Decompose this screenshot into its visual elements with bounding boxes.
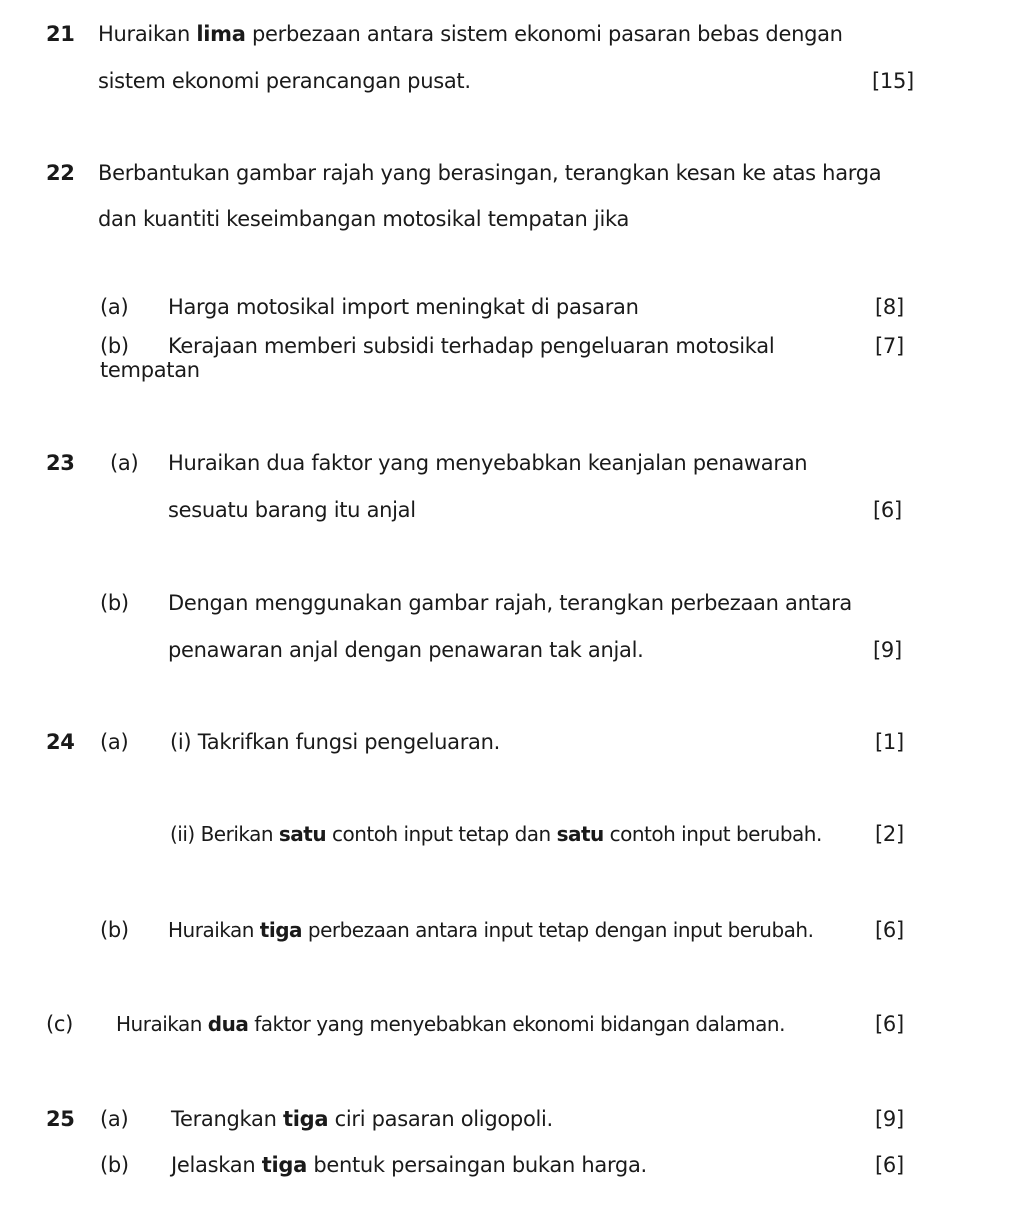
q25-part-a-marks: [9]	[875, 1107, 904, 1131]
q24-part-b-marks: [6]	[875, 918, 904, 942]
q24-part-b-label: (b)	[100, 918, 129, 942]
q25-b-emphasis: tiga	[261, 1153, 307, 1177]
q24-ii-text-1: (ii) Berikan	[170, 822, 279, 846]
q24-c-text-1: Huraikan	[116, 1012, 208, 1036]
q24-ii-emphasis-1: satu	[278, 822, 327, 846]
q24-part-c-marks: [6]	[875, 1012, 904, 1036]
q22-part-a-marks: [8]	[875, 295, 904, 319]
q23-part-a-line-1: Huraikan dua faktor yang menyebabkan keanjalan penawaran	[168, 451, 808, 475]
q24-b-emphasis: tiga	[259, 918, 303, 942]
q25-part-a-text	[171, 1109, 553, 1130]
q25-part-b-text	[171, 1155, 647, 1176]
q23-part-a-line-2: sesuatu barang itu anjal	[168, 498, 416, 522]
q24-ii-text-3: contoh input tetap dan	[326, 822, 557, 846]
q24-b-text-3: perbezaan antara input tetap dengan input berubah.	[302, 918, 814, 942]
q24-c-emphasis: dua	[207, 1012, 249, 1036]
q25-b-text-3: bentuk persaingan bukan harga.	[306, 1153, 647, 1177]
question-number-24: 24	[46, 730, 75, 754]
q24-c-text-3: faktor yang menyebabkan ekonomi bidangan dalaman.	[248, 1012, 785, 1036]
q22-part-b-marks: [7]	[875, 334, 904, 358]
q24-ii-text-5: contoh input berubah.	[603, 822, 822, 846]
q23-part-b-line-2: penawaran anjal dengan penawaran tak anjal.	[168, 638, 644, 662]
question-21-marks: [15]	[872, 69, 914, 93]
q23-part-a-marks: [6]	[873, 498, 902, 522]
q24-b-text-1: Huraikan	[168, 918, 260, 942]
question-number-22: 22	[46, 161, 75, 185]
q25-b-text-1: Jelaskan	[171, 1153, 262, 1177]
q24-part-a-i-marks: [1]	[875, 730, 904, 754]
q25-a-text-1: Terangkan	[171, 1107, 283, 1131]
q24-part-a-i-text: (i) Takrifkan fungsi pengeluaran.	[170, 730, 500, 754]
q24-part-a-ii-marks: [2]	[875, 822, 904, 846]
q22-part-a-text: Harga motosikal import meningkat di pasaran	[168, 295, 639, 319]
q24-ii-emphasis-2: satu	[556, 822, 604, 846]
q24-part-c-text	[116, 1014, 785, 1034]
q24-part-c-label: (c)	[46, 1012, 74, 1036]
q21-text-a: Huraikan	[98, 22, 197, 46]
q22-part-a-label: (a)	[100, 295, 129, 319]
q23-part-b-line-1: Dengan menggunakan gambar rajah, terangkan perbezaan antara	[168, 591, 852, 615]
q24-part-b-text	[168, 920, 813, 940]
q25-part-a-label: (a)	[100, 1107, 129, 1131]
question-22-line-2: dan kuantiti keseimbangan motosikal tempatan jika	[98, 207, 630, 231]
question-number-21: 21	[46, 22, 75, 46]
question-number-23: 23	[46, 451, 75, 475]
q25-part-b-label: (b)	[100, 1153, 129, 1177]
q25-a-text-3: ciri pasaran oligopoli.	[328, 1107, 553, 1131]
q23-part-b-label: (b)	[100, 591, 129, 615]
question-22-line-1: Berbantukan gambar rajah yang berasingan, terangkan kesan ke atas harga	[98, 161, 882, 185]
q23-part-b-marks: [9]	[873, 638, 902, 662]
question-21-line-1	[98, 24, 843, 45]
question-number-25: 25	[46, 1107, 75, 1131]
q24-part-a-label: (a)	[100, 730, 129, 754]
question-21-line-2: sistem ekonomi perancangan pusat.	[98, 69, 471, 93]
q25-a-emphasis: tiga	[282, 1107, 329, 1131]
q22-part-b-label: (b)	[100, 334, 129, 358]
q21-emphasis: lima	[196, 22, 246, 46]
q21-text-c: perbezaan antara sistem ekonomi pasaran bebas dengan	[245, 22, 843, 46]
q24-part-a-ii-text	[170, 824, 822, 844]
q22-part-b-text-continued: tempatan	[100, 358, 200, 382]
q25-part-b-marks: [6]	[875, 1153, 904, 1177]
q22-part-b-text: Kerajaan memberi subsidi terhadap pengeluaran motosikal	[168, 334, 775, 358]
q23-part-a-label: (a)	[110, 451, 139, 475]
